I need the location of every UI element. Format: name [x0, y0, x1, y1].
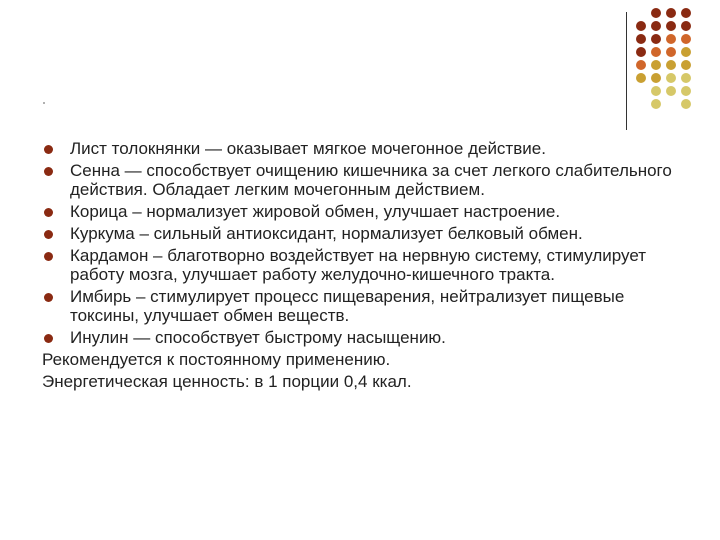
- decor-dot: [651, 99, 661, 109]
- decor-dot: [651, 73, 661, 83]
- decor-small-dot: [43, 102, 45, 104]
- decor-dot: [666, 8, 676, 18]
- decor-dot: [666, 60, 676, 70]
- bullet-icon: [44, 208, 53, 217]
- energy-value-text: Энергетическая ценность: в 1 порции 0,4 ккал.: [42, 372, 412, 391]
- bullet-icon: [44, 252, 53, 261]
- decor-dot: [636, 60, 646, 70]
- decor-dot: [681, 21, 691, 31]
- decor-dot: [681, 99, 691, 109]
- decor-dot: [636, 73, 646, 83]
- list-item: [42, 246, 692, 284]
- decor-dot: [681, 47, 691, 57]
- decor-dot: [681, 86, 691, 96]
- decor-dot: [636, 34, 646, 44]
- decor-dot: [681, 34, 691, 44]
- decor-dot-grid: [636, 8, 716, 118]
- decor-dot: [651, 8, 661, 18]
- list-item: [42, 328, 692, 347]
- list-item-text: Куркума – сильный антиоксидант, нормализует белковый обмен.: [70, 224, 583, 243]
- list-item-text: Лист толокнянки — оказывает мягкое мочегонное действие.: [70, 139, 546, 158]
- recommendation-text: Рекомендуется к постоянному применению.: [42, 350, 391, 369]
- list-item-text: Кардамон – благотворно воздействует на нервную систему, стимулирует работу мозга, улучшает работу желудочно-кишечного тракта.: [70, 246, 647, 284]
- list-item-text: Инулин — способствует быстрому насыщению.: [70, 328, 446, 347]
- decor-dot: [651, 21, 661, 31]
- decor-dot: [666, 47, 676, 57]
- list-item: [42, 287, 692, 325]
- bullet-icon: [44, 145, 53, 154]
- list-item-text: Имбирь – стимулирует процесс пищеварения, нейтрализует пищевые токсины, улучшает обмен веществ.: [70, 287, 625, 325]
- list-item: [42, 139, 692, 158]
- list-item: [42, 202, 692, 221]
- decor-dot: [681, 73, 691, 83]
- bullet-icon: [44, 334, 53, 343]
- decor-dot: [651, 34, 661, 44]
- decor-dot: [666, 21, 676, 31]
- list-item-text: Корица – нормализует жировой обмен, улучшает настроение.: [70, 202, 561, 221]
- bullet-icon: [44, 293, 53, 302]
- decor-dot: [666, 73, 676, 83]
- decor-dot: [651, 60, 661, 70]
- decor-dot: [681, 8, 691, 18]
- slide-content: [42, 139, 692, 394]
- decor-dot: [636, 21, 646, 31]
- list-item: [42, 161, 692, 199]
- bullet-icon: [44, 167, 53, 176]
- bullet-icon: [44, 230, 53, 239]
- decor-dot: [651, 47, 661, 57]
- decor-dot: [666, 86, 676, 96]
- decor-dot: [651, 86, 661, 96]
- decor-dot: [636, 47, 646, 57]
- list-item-text: Сенна — способствует очищению кишечника за счет легкого слабительного действия. Обладает легким мочегонным действием.: [70, 161, 672, 199]
- decor-vertical-line: [626, 12, 627, 130]
- decor-dot: [666, 34, 676, 44]
- list-item: [42, 224, 692, 243]
- decor-dot: [681, 60, 691, 70]
